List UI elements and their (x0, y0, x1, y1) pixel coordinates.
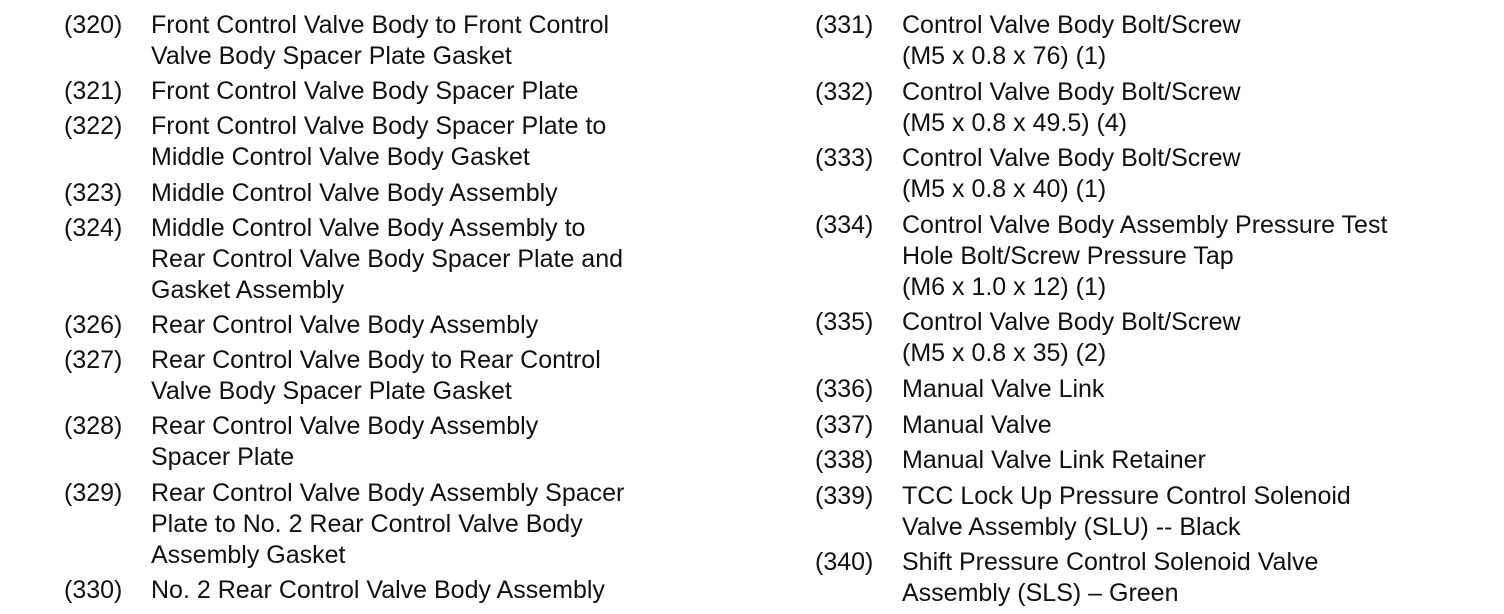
item-number: (330) (64, 575, 123, 604)
item-number: (328) (64, 412, 123, 441)
item-number: (324) (64, 213, 123, 242)
item-description: Control Valve Body Bolt/Screw (M5 x 0.8 x 40) (1) (902, 144, 1241, 204)
list-item (64, 10, 744, 72)
item-number: (321) (64, 77, 123, 106)
list-item (815, 307, 1495, 369)
item-number: (334) (815, 210, 874, 239)
item-number: (331) (815, 11, 874, 39)
list-item (64, 310, 744, 341)
item-description: Control Valve Body Bolt/Screw (M5 x 0.8 x 76) (1) (902, 11, 1241, 70)
item-number: (337) (815, 410, 874, 439)
list-item (64, 178, 744, 209)
list-item (64, 575, 744, 606)
item-number: (327) (64, 346, 123, 375)
list-item (64, 111, 744, 173)
item-number: (322) (64, 112, 123, 141)
item-description: Control Valve Body Assembly Pressure Test Hole Bolt/Screw Pressure Tap (M6 x 1.0 x 12) (1) (902, 210, 1388, 301)
item-description: Middle Control Valve Body Assembly to Rear Control Valve Body Spacer Plate and Gasket Assembly (151, 213, 624, 304)
item-number: (323) (64, 178, 123, 207)
item-number: (326) (64, 310, 123, 339)
list-item (815, 374, 1495, 405)
item-description: Front Control Valve Body Spacer Plate (151, 77, 579, 106)
parts-list-left (64, 10, 744, 610)
list-item (64, 345, 744, 407)
item-number: (333) (815, 144, 874, 173)
item-description: Manual Valve Link (902, 374, 1105, 403)
item-number: (329) (64, 478, 123, 507)
item-description: Front Control Valve Body to Front Control Valve Body Spacer Plate Gasket (151, 11, 610, 70)
item-description: Middle Control Valve Body Assembly (151, 178, 558, 207)
item-description: Rear Control Valve Body Assembly Spacer Plate (151, 412, 539, 472)
list-item (64, 411, 744, 473)
item-number: (338) (815, 446, 874, 475)
item-description: Manual Valve Link Retainer (902, 446, 1206, 475)
list-item (64, 213, 744, 306)
item-description: Rear Control Valve Body Assembly Spacer Plate to No. 2 Rear Control Valve Body Assembly Gasket (151, 478, 625, 569)
item-number: (332) (815, 77, 874, 106)
item-description: Shift Pressure Control Solenoid Valve Assembly (SLS) – Green (902, 548, 1319, 608)
item-description: Control Valve Body Bolt/Screw (M5 x 0.8 x 49.5) (4) (902, 77, 1241, 137)
list-item (815, 410, 1495, 441)
item-number: (336) (815, 374, 874, 403)
item-number: (320) (64, 11, 123, 39)
list-item (815, 445, 1495, 476)
item-number: (335) (815, 308, 874, 337)
list-item (815, 547, 1495, 609)
list-item (815, 143, 1495, 205)
item-description: No. 2 Rear Control Valve Body Assembly (151, 575, 605, 604)
list-item (815, 481, 1495, 543)
item-description: Control Valve Body Bolt/Screw (M5 x 0.8 x 35) (2) (902, 308, 1241, 368)
item-description: TCC Lock Up Pressure Control Solenoid Valve Assembly (SLU) -- Black (902, 481, 1351, 541)
item-number: (339) (815, 481, 874, 510)
list-item (815, 77, 1495, 139)
item-description: Front Control Valve Body Spacer Plate to Middle Control Valve Body Gasket (151, 112, 607, 172)
list-item (64, 478, 744, 571)
item-description: Rear Control Valve Body Assembly (151, 310, 539, 339)
item-number: (340) (815, 548, 874, 577)
list-item (815, 10, 1495, 72)
parts-list-right (815, 10, 1495, 614)
item-description: Manual Valve (902, 410, 1052, 439)
list-item (815, 210, 1495, 303)
list-item (64, 76, 744, 107)
item-description: Rear Control Valve Body to Rear Control Valve Body Spacer Plate Gasket (151, 346, 601, 406)
